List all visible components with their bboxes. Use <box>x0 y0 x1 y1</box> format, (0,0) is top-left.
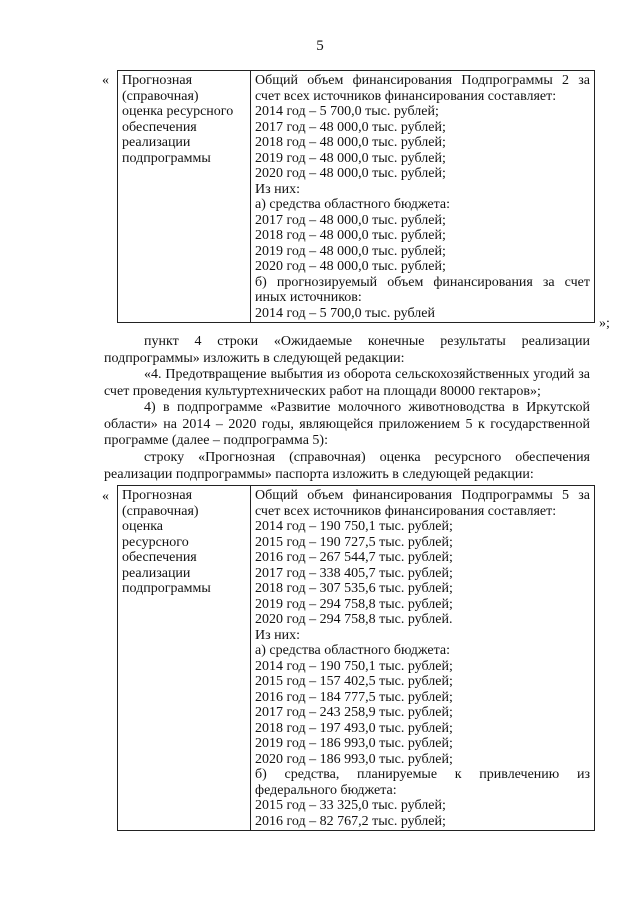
funding-table-subprogram-2 <box>117 70 595 323</box>
table1-label-cell <box>118 71 251 323</box>
table1-value-line: 2014 год – 5 700,0 тыс. рублей; <box>255 104 439 119</box>
table2-value-line: 2017 год – 243 258,9 тыс. рублей; <box>255 705 453 720</box>
paragraph-line: реализации подпрограммы» паспорта изложить в следующей редакции: <box>104 466 534 482</box>
table1-value-line: 2017 год – 48 000,0 тыс. рублей; <box>255 119 446 135</box>
table2-value-line: 2016 год – 82 767,2 тыс. рублей; <box>255 813 446 829</box>
table2-value-line: 2019 год – 186 993,0 тыс. рублей; <box>255 736 453 751</box>
table2-value-line: 2018 год – 197 493,0 тыс. рублей; <box>255 720 453 736</box>
table1-label-line: обеспечения <box>122 119 197 135</box>
table2-value-line: а) средства областного бюджета: <box>255 643 450 658</box>
table1-label-line: Прогнозная <box>122 73 193 88</box>
table2-value-line: 2017 год – 338 405,7 тыс. рублей; <box>255 565 453 581</box>
table2-label-line: ресурсного <box>122 534 189 550</box>
table2-value-line: 2015 год – 157 402,5 тыс. рублей; <box>255 674 453 689</box>
table1-value-line: 2019 год – 48 000,0 тыс. рублей; <box>255 243 446 259</box>
table2-label-line: обеспечения <box>122 550 197 565</box>
paragraph-line: 4) в подпрограмме «Развитие молочного животноводства в Иркутской <box>144 400 590 415</box>
table2-value-line: Общий объем финансирования Подпрограммы 5 за <box>255 488 590 503</box>
paragraph-row-replace <box>104 450 590 483</box>
paragraph-line: пункт 4 строки «Ожидаемые конечные результаты реализации <box>144 334 590 349</box>
table2-label-line: подпрограммы <box>122 581 211 596</box>
paragraph-line: программе (далее – подпрограмма 5): <box>104 433 328 448</box>
table2-label-line: реализации <box>122 565 191 581</box>
table2-value-line: Из них: <box>255 627 301 643</box>
table1-value-line: Общий объем финансирования Подпрограммы 2 за <box>255 73 590 88</box>
table1-value-line: 2020 год – 48 000,0 тыс. рублей; <box>255 259 446 274</box>
paragraph-line: счет проведения культуртехнических работ на площади 80000 гектаров»; <box>104 383 541 399</box>
table2-label-cell <box>118 486 251 831</box>
paragraph-item-4 <box>104 367 590 400</box>
table1-label-line: оценка ресурсного <box>122 104 234 119</box>
table2-value-line: 2014 год – 190 750,1 тыс. рублей; <box>255 658 453 674</box>
table1-value-line: Из них: <box>255 181 301 197</box>
funding-table-subprogram-5 <box>117 485 595 831</box>
paragraph-point-4 <box>104 334 590 367</box>
paragraph-line: «4. Предотвращение выбытия из оборота сельскохозяйственных угодий за <box>144 367 590 382</box>
table2-value-line: 2015 год – 190 727,5 тыс. рублей; <box>255 534 453 550</box>
table2-label-line: Прогнозная <box>122 488 193 503</box>
table2-value-line: 2015 год – 33 325,0 тыс. рублей; <box>255 798 446 813</box>
table1-value-line: 2020 год – 48 000,0 тыс. рублей; <box>255 166 446 181</box>
page-number: 5 <box>316 38 324 54</box>
table2-value-line: федерального бюджета: <box>255 782 397 798</box>
table1-value-line: 2018 год – 48 000,0 тыс. рублей; <box>255 135 446 150</box>
table2-value-line: 2020 год – 294 758,8 тыс. рублей. <box>255 612 453 627</box>
table2-value-line: б) средства, планируемые к привлечению из <box>255 767 590 782</box>
table2-label-line: (справочная) <box>122 503 199 519</box>
table1-label-line: (справочная) <box>122 88 199 104</box>
table1-value-line: а) средства областного бюджета: <box>255 197 450 212</box>
table2-value-line: 2018 год – 307 535,6 тыс. рублей; <box>255 581 453 596</box>
close-quote: »; <box>599 316 610 331</box>
table1-value-line: счет всех источников финансирования составляет: <box>255 88 557 104</box>
table2-label-line: оценка <box>122 519 164 534</box>
paragraph-subprogram-5 <box>104 400 590 450</box>
table2-value-line: 2014 год – 190 750,1 тыс. рублей; <box>255 519 453 534</box>
table1-value-line: 2017 год – 48 000,0 тыс. рублей; <box>255 212 446 228</box>
table2-value-line: 2016 год – 267 544,7 тыс. рублей; <box>255 550 453 565</box>
table2-value-line: 2016 год – 184 777,5 тыс. рублей; <box>255 689 453 705</box>
table2-value-cell <box>251 486 595 831</box>
paragraph-line: строку «Прогнозная (справочная) оценка ресурсного обеспечения <box>144 450 590 465</box>
table2-value-line: 2019 год – 294 758,8 тыс. рублей; <box>255 596 453 612</box>
paragraph-line: области» на 2014 – 2020 годы, являющейся приложением 5 к государственной <box>104 416 590 432</box>
table1-value-line: 2019 год – 48 000,0 тыс. рублей; <box>255 150 446 166</box>
table1-value-cell <box>251 71 595 323</box>
paragraph-line: подпрограммы» изложить в следующей редакции: <box>104 350 405 366</box>
table1-label-line: реализации <box>122 135 191 150</box>
table1-value-line: 2014 год – 5 700,0 тыс. рублей <box>255 305 435 321</box>
table1-value-line: 2018 год – 48 000,0 тыс. рублей; <box>255 228 446 243</box>
table2-value-line: счет всех источников финансирования составляет: <box>255 503 557 519</box>
table1-value-line: б) прогнозируемый объем финансирования за счет <box>255 274 590 290</box>
open-quote-2: « <box>102 489 109 504</box>
open-quote: « <box>102 73 109 88</box>
table1-label-line: подпрограммы <box>122 150 211 166</box>
table1-value-line: иных источников: <box>255 290 362 305</box>
table2-value-line: 2020 год – 186 993,0 тыс. рублей; <box>255 751 453 767</box>
